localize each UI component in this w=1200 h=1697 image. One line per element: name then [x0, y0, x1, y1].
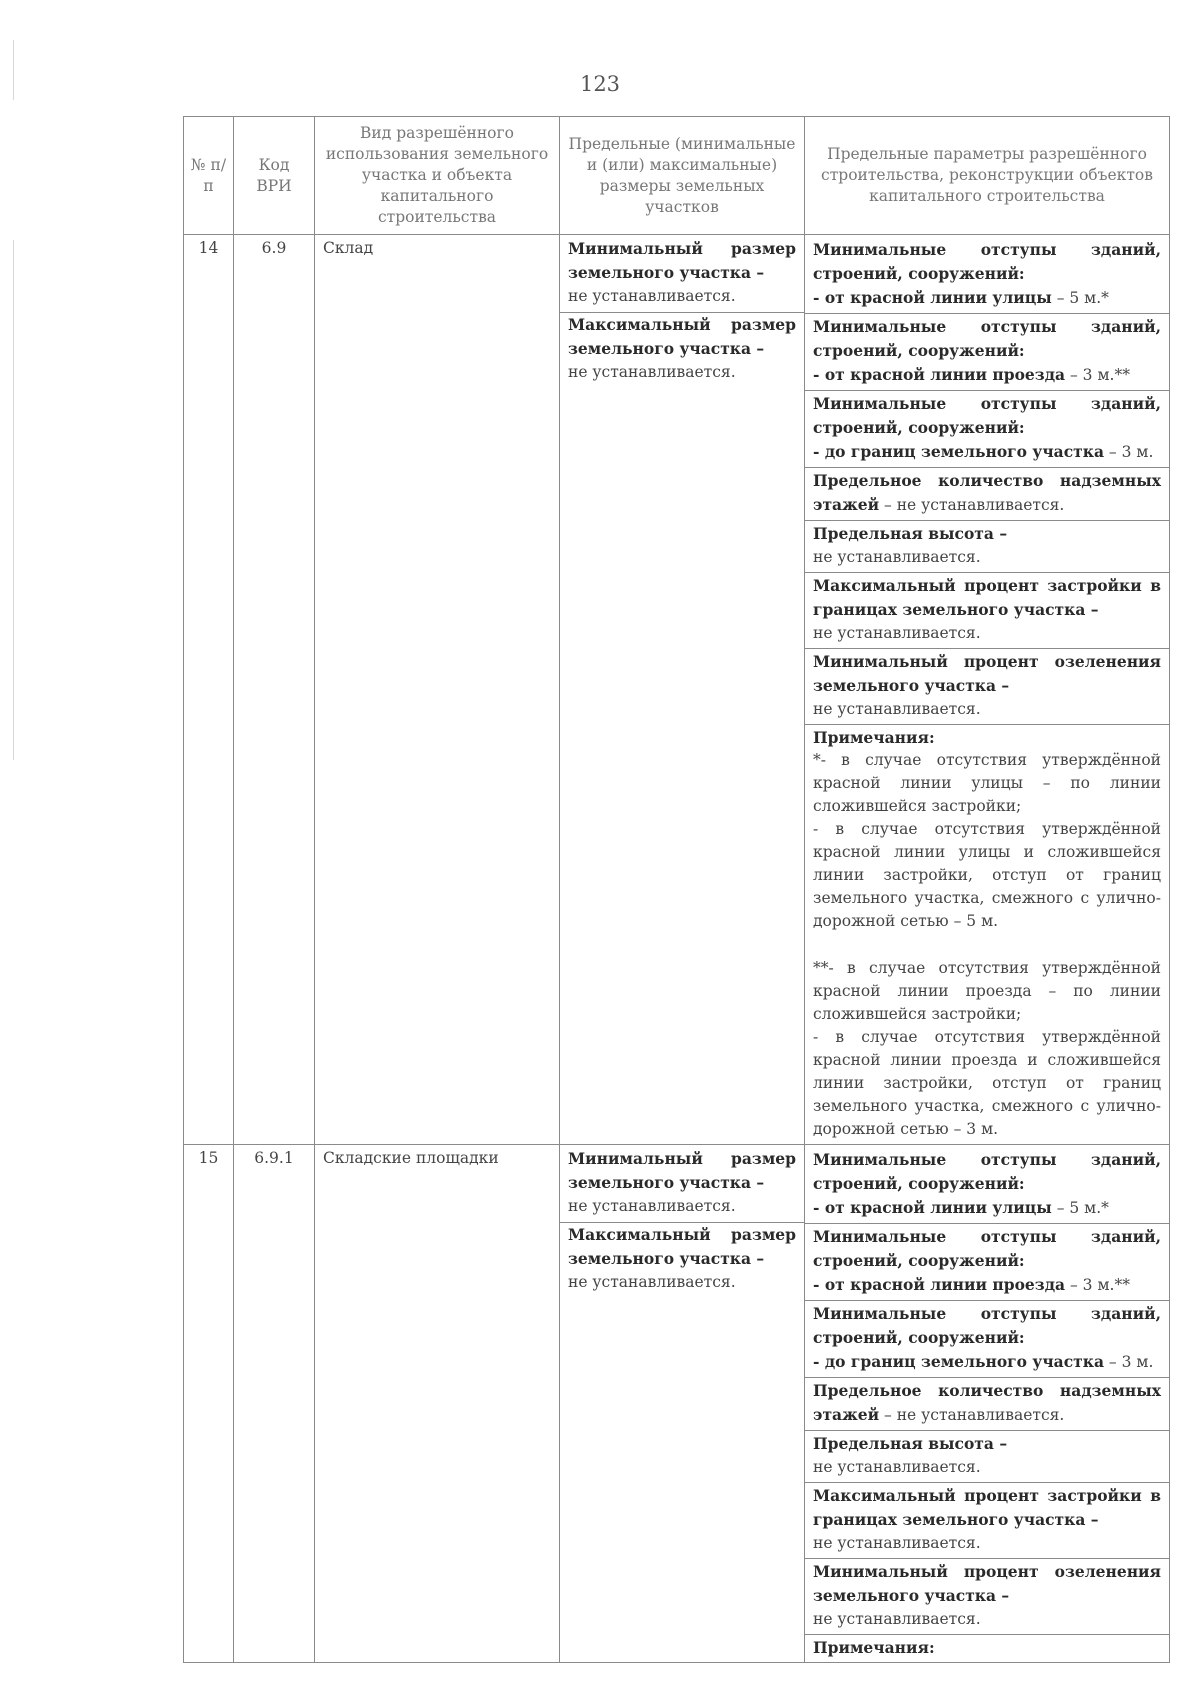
header-sizes: Предельные (минимальные и (или) максимальные) размеры земельных участков: [560, 117, 805, 235]
size-label: Минимальный размер земельного участка –: [568, 239, 796, 282]
param-value: – 3 м.: [1104, 443, 1154, 461]
param-item: [805, 390, 1169, 465]
param-item: [805, 467, 1169, 518]
scan-edge-mark: [13, 240, 14, 760]
row-code: 6.9.1: [234, 1145, 315, 1663]
param-value: – 3 м.**: [1065, 1276, 1130, 1294]
header-type: Вид разрешённого использования земельного участка и объекта капитального строительства: [315, 117, 560, 235]
param-label: Минимальные отступы зданий, строений, сооружений:: [813, 1304, 1161, 1347]
row-params: [805, 1145, 1170, 1663]
param-label: Максимальный процент застройки в границах земельного участка –: [813, 1486, 1161, 1529]
row-sizes: [560, 1145, 805, 1663]
param-label: Минимальный процент озеленения земельного участка –: [813, 652, 1161, 695]
param-item: [805, 1482, 1169, 1556]
page-number: 123: [579, 72, 621, 96]
param-item: [805, 1558, 1169, 1632]
row-sizes: [560, 235, 805, 1145]
param-item: [805, 1300, 1169, 1375]
param-label: Минимальные отступы зданий, строений, сооружений:: [813, 1227, 1161, 1270]
header-num: № п/п: [184, 117, 234, 235]
size-value: не устанавливается.: [568, 363, 736, 381]
param-item: [805, 1223, 1169, 1298]
row-params: [805, 235, 1170, 1145]
note-text: - в случае отсутствия утверждённой красной линии улицы и сложившейся линии застройки, отступ от границ земельного участка, смежного с улично-дорожной сетью – 5 м.: [813, 820, 1161, 930]
param-value: не устанавливается.: [813, 1458, 981, 1476]
param-label: Минимальные отступы зданий, строений, сооружений:: [813, 240, 1161, 283]
param-item: [805, 648, 1169, 722]
size-item: [560, 312, 804, 386]
param-value: не устанавливается.: [813, 1610, 981, 1628]
notes-block: [805, 724, 1169, 1142]
param-item: [805, 237, 1169, 311]
param-value: не устанавливается.: [813, 548, 981, 566]
param-label: Минимальный процент озеленения земельного участка –: [813, 1562, 1161, 1605]
param-label: Предельная высота –: [813, 524, 1008, 543]
param-value: – 3 м.**: [1065, 366, 1130, 384]
param-label: Предельная высота –: [813, 1434, 1008, 1453]
param-sublabel: - от красной линии улицы: [813, 1198, 1052, 1217]
param-label: Предельное количество надземных этажей: [813, 471, 1161, 514]
row-name: Складские площадки: [315, 1145, 560, 1663]
zoning-table: [183, 116, 1170, 1663]
param-label: Минимальные отступы зданий, строений, сооружений:: [813, 394, 1161, 437]
size-label: Максимальный размер земельного участка –: [568, 315, 796, 358]
notes-block: [805, 1634, 1169, 1660]
param-value: – 5 м.*: [1051, 1199, 1109, 1217]
param-item: [805, 1147, 1169, 1221]
row-num: 14: [184, 235, 234, 1145]
param-value: – не устанавливается.: [879, 1406, 1065, 1424]
param-sublabel: - от красной линии улицы: [813, 288, 1052, 307]
row-name: Склад: [315, 235, 560, 1145]
note-text: *- в случае отсутствия утверждённой красной линии улицы – по линии сложившейся застройки;: [813, 751, 1161, 815]
size-label: Максимальный размер земельного участка –: [568, 1225, 796, 1268]
param-item: [805, 520, 1169, 570]
header-code: Код ВРИ: [234, 117, 315, 235]
param-value: не устанавливается.: [813, 1534, 981, 1552]
param-label: Предельное количество надземных этажей: [813, 1381, 1161, 1424]
note-text: **- в случае отсутствия утверждённой красной линии проезда – по линии сложившейся застройки;: [813, 959, 1161, 1023]
row-num: 15: [184, 1145, 234, 1663]
param-label: Максимальный процент застройки в границах земельного участка –: [813, 576, 1161, 619]
param-item: [805, 1377, 1169, 1428]
param-label: Минимальные отступы зданий, строений, сооружений:: [813, 317, 1161, 360]
size-value: не устанавливается.: [568, 1273, 736, 1291]
table-row: [184, 235, 1170, 1145]
param-value: – 3 м.: [1104, 1353, 1154, 1371]
param-label: Минимальные отступы зданий, строений, сооружений:: [813, 1150, 1161, 1193]
size-label: Минимальный размер земельного участка –: [568, 1149, 796, 1192]
param-sublabel: - от красной линии проезда: [813, 1275, 1066, 1294]
note-text: - в случае отсутствия утверждённой красной линии проезда и сложившейся линии застройки, отступ от границ земельного участка, смежного с улично-дорожной сетью – 3 м.: [813, 1028, 1161, 1138]
param-sublabel: - от красной линии проезда: [813, 365, 1066, 384]
table-header-row: [184, 117, 1170, 235]
param-item: [805, 572, 1169, 646]
header-params: Предельные параметры разрешённого строительства, реконструкции объектов капитального строительства: [805, 117, 1170, 235]
size-item: [560, 237, 804, 310]
param-item: [805, 313, 1169, 388]
row-code: 6.9: [234, 235, 315, 1145]
param-value: не устанавливается.: [813, 700, 981, 718]
size-value: не устанавливается.: [568, 287, 736, 305]
table-row: [184, 1145, 1170, 1663]
param-value: – не устанавливается.: [879, 496, 1065, 514]
param-value: не устанавливается.: [813, 624, 981, 642]
notes-title: Примечания:: [813, 1638, 935, 1657]
size-item: [560, 1222, 804, 1296]
param-value: – 5 м.*: [1051, 289, 1109, 307]
size-value: не устанавливается.: [568, 1197, 736, 1215]
param-sublabel: - до границ земельного участка: [813, 442, 1104, 461]
param-item: [805, 1430, 1169, 1480]
size-item: [560, 1147, 804, 1220]
notes-title: Примечания:: [813, 728, 935, 747]
notes-gap: [813, 933, 1161, 957]
param-sublabel: - до границ земельного участка: [813, 1352, 1104, 1371]
